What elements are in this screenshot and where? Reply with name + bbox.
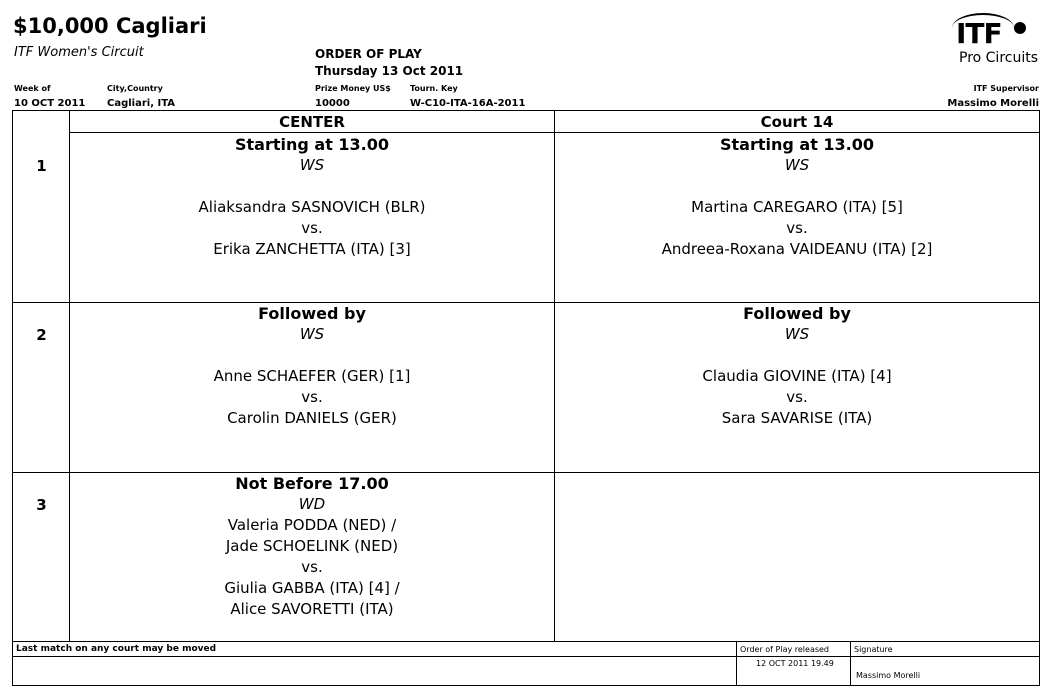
match-time: Starting at 13.00 <box>234 135 390 154</box>
tourn-key-label: Tourn. Key <box>410 84 458 93</box>
order-of-play-header <box>315 46 463 80</box>
event-code: WS <box>784 156 810 174</box>
row-number-2: 2 <box>36 326 47 344</box>
tourn-key-value: W-C10-ITA-16A-2011 <box>410 98 526 109</box>
team-2-player-b: Alice SAVORETTI (ITA) <box>230 600 394 618</box>
versus: vs. <box>786 219 808 237</box>
row-number-1: 1 <box>36 157 47 175</box>
signature-value: Massimo Morelli <box>856 671 921 680</box>
city-label: City,Country <box>107 84 163 93</box>
table-top-border <box>12 110 1040 111</box>
prize-label: Prize Money US$ <box>315 84 391 93</box>
event-code: WS <box>299 325 325 343</box>
player-1: Martina CAREGARO (ITA) [5] <box>691 198 903 216</box>
player-2: Carolin DANIELS (GER) <box>227 409 397 427</box>
table-left-border <box>12 110 13 686</box>
tournament-title: $10,000 Cagliari <box>13 14 207 38</box>
match-cell-court14-1 <box>555 134 1039 260</box>
player-2: Sara SAVARISE (ITA) <box>721 409 873 427</box>
versus: vs. <box>301 558 323 576</box>
match-time: Followed by <box>743 304 851 323</box>
versus: vs. <box>301 388 323 406</box>
player-2: Erika ZANCHETTA (ITA) [3] <box>213 240 411 258</box>
logo-itf-text: ITF <box>956 17 1002 50</box>
order-of-play-label: ORDER OF PLAY <box>315 47 422 61</box>
row-number-3: 3 <box>36 496 47 514</box>
city-value: Cagliari, ITA <box>107 98 175 109</box>
footer-signature-divider <box>850 641 851 686</box>
supervisor-label: ITF Supervisor <box>973 84 1039 93</box>
match-cell-court14-2 <box>555 303 1039 429</box>
team-1-player-a: Valeria PODDA (NED) / <box>227 516 397 534</box>
supervisor-value: Massimo Morelli <box>947 98 1039 109</box>
logo-pro-circuits-text: Pro Circuits <box>959 50 1039 66</box>
player-1: Aliaksandra SASNOVICH (BLR) <box>198 198 426 216</box>
circuit-subtitle: ITF Women's Circuit <box>14 45 144 60</box>
table-right-border <box>1039 110 1040 686</box>
match-cell-center-1 <box>70 134 554 260</box>
team-2-player-a: Giulia GABBA (ITA) [4] / <box>224 579 400 597</box>
footer-divider <box>12 641 1040 642</box>
court-header-center: CENTER <box>279 113 345 131</box>
event-code: WD <box>298 495 326 513</box>
match-cell-center-2 <box>70 303 554 429</box>
play-date: Thursday 13 Oct 2011 <box>315 64 464 78</box>
match-time: Followed by <box>258 304 366 323</box>
itf-logo <box>948 12 1044 70</box>
versus: vs. <box>301 219 323 237</box>
match-time: Starting at 13.00 <box>719 135 875 154</box>
footer-note: Last match on any court may be moved <box>16 644 217 654</box>
footer-inner-divider <box>12 656 1040 657</box>
table-bottom-border <box>12 685 1040 686</box>
event-code: WS <box>299 156 325 174</box>
player-1: Anne SCHAEFER (GER) [1] <box>213 367 411 385</box>
signature-label: Signature <box>854 645 893 654</box>
team-1-player-b: Jade SCHOELINK (NED) <box>225 537 399 555</box>
prize-value: 10000 <box>315 98 350 109</box>
event-code: WS <box>784 325 810 343</box>
released-label: Order of Play released <box>740 645 830 654</box>
week-value: 10 OCT 2011 <box>14 98 86 109</box>
released-value: 12 OCT 2011 19.49 <box>756 659 834 668</box>
week-label: Week of <box>14 84 51 93</box>
match-cell-center-3 <box>70 473 554 620</box>
tennis-ball-icon <box>1014 22 1026 34</box>
player-1: Claudia GIOVINE (ITA) [4] <box>702 367 892 385</box>
footer-released-divider <box>736 641 737 686</box>
match-time: Not Before 17.00 <box>235 474 389 493</box>
versus: vs. <box>786 388 808 406</box>
court-header-court14: Court 14 <box>760 113 834 131</box>
player-2: Andreea-Roxana VAIDEANU (ITA) [2] <box>661 240 933 258</box>
